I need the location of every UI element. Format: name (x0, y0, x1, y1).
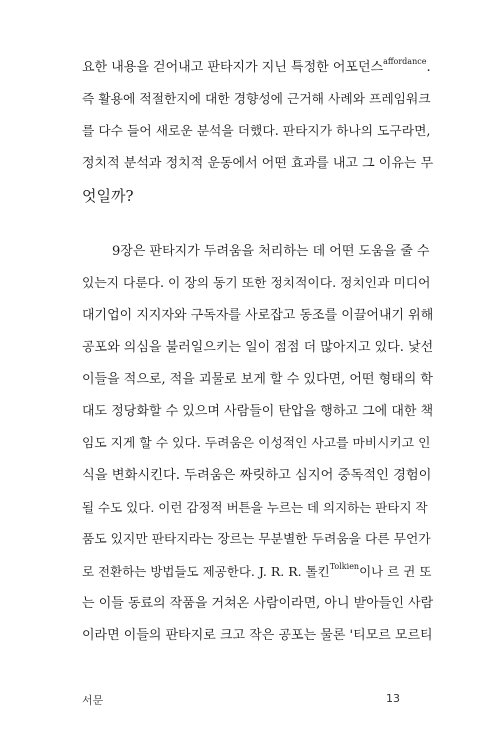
text-line: 이들을 적으로, 적을 괴물로 보게 할 수 있다면, 어떤 형태의 학 (82, 372, 433, 387)
running-footer-section: 서문 (82, 694, 104, 707)
text-line: 식을 변화시킨다. 두려움은 짜릿하고 심지어 중독적인 경험이 (82, 468, 432, 483)
term-annotation: affordance (383, 57, 427, 66)
text-line: 9장은 판타지가 두려움을 처리하는 데 어떤 도움을 줄 수 (112, 244, 430, 259)
text-line: 엇일까? (82, 187, 134, 205)
page-number: 13 (386, 692, 400, 705)
text-line: 로 전환하는 방법들도 제공한다. J. R. R. 톨킨$^{Tolkien}$이나 르 귄 또 (82, 562, 432, 579)
text-line: 공포와 의심을 불러일으키는 일이 점점 더 많아지고 있다. 낯선 (82, 340, 434, 355)
text-line: 는 이들 동료의 작품을 거쳐온 사람이라면, 아니 받아들인 사람 (82, 596, 434, 611)
text-line: 즉 활용에 적절한지에 대한 경향성에 근거해 사례와 프레임워크 (82, 92, 431, 107)
text-line: 대도 정당화할 수 있으며 사람들이 탄압을 행하고 그에 대한 책 (82, 404, 434, 419)
text-line: 있는지 다룬다. 이 장의 동기 또한 정치적이다. 정치인과 미디어 (82, 276, 431, 291)
text-line: 정치적 분석과 정치적 운동에서 어떤 효과를 내고 그 이유는 무 (82, 156, 434, 171)
text-line: 를 다수 들어 새로운 분석을 더했다. 판타지가 하나의 도구라면, (82, 124, 431, 139)
text-line: 대기업이 지지자와 구독자를 사로잡고 동조를 이끌어내기 위해 (82, 308, 434, 323)
term-annotation: Tolkien (329, 562, 360, 571)
text-line: 이라면 이들의 판타지로 크고 작은 공포는 물론 '티모르 모르티 (82, 628, 433, 643)
paragraph-1 (82, 52, 434, 212)
paragraph-2 (82, 236, 434, 652)
text-line: 요한 내용을 걷어내고 판타지가 지닌 특정한 어포던스$^{affordance}$. (82, 57, 431, 75)
text-line: 될 수도 있다. 이런 감정적 버튼을 누르는 데 의지하는 판타지 작 (82, 500, 428, 515)
text-line: 품도 있지만 판타지라는 장르는 무분별한 두려움을 다른 무언가 (82, 532, 431, 547)
text-line: 임도 지게 할 수 있다. 두려움은 이성적인 사고를 마비시키고 인 (82, 436, 431, 451)
